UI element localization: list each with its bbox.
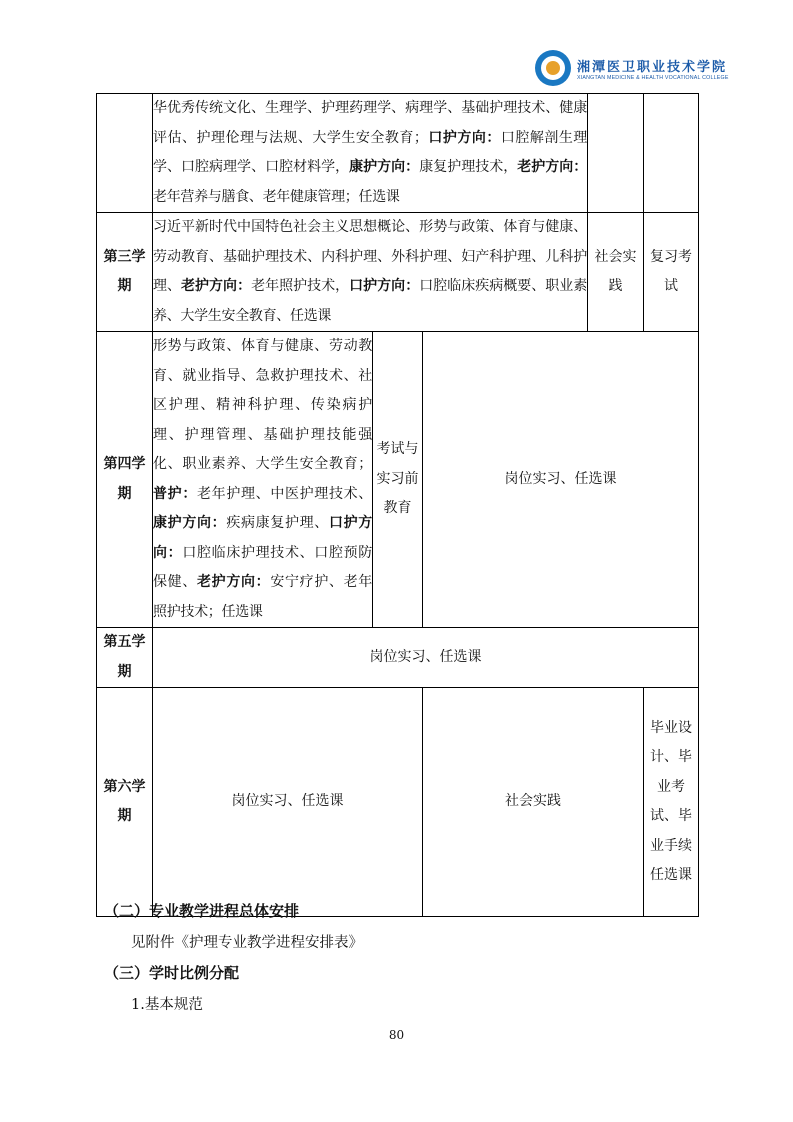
exam-and-pre-internship-cell: 考试与实习前教育 bbox=[373, 332, 423, 628]
page-number: 80 bbox=[388, 1028, 405, 1042]
term-label: 第六学期 bbox=[97, 688, 153, 917]
practice-cell-empty bbox=[588, 94, 644, 213]
table-row-term5 bbox=[97, 628, 699, 688]
table-row-term4 bbox=[97, 332, 699, 628]
exam-cell: 复习考试 bbox=[644, 213, 699, 332]
section-2-body: 见附件《护理专业教学进程安排表》 bbox=[131, 935, 363, 951]
exam-cell-empty bbox=[644, 94, 699, 213]
course-list-cell: 习近平新时代中国特色社会主义思想概论、形势与政策、体育与健康、劳动教育、基础护理技术、内科护理、外科护理、妇产科护理、儿科护理、老护方向：老年照护技术，口护方向：口腔临床疾病概要、职业素养、大学生安全教育、任选课 bbox=[153, 213, 588, 332]
graduation-cell: 毕业设计、毕业考试、毕业手续任选课 bbox=[644, 688, 699, 917]
internship-cell: 岗位实习、任选课 bbox=[153, 628, 699, 688]
internship-cell: 岗位实习、任选课 bbox=[423, 332, 699, 628]
practice-cell: 社会实践 bbox=[588, 213, 644, 332]
term-label: 第三学期 bbox=[97, 213, 153, 332]
term-label: 第五学期 bbox=[97, 628, 153, 688]
section-3-item-1: 1.基本规范 bbox=[131, 997, 203, 1013]
table-row-term6 bbox=[97, 688, 699, 917]
course-list-cell: 形势与政策、体育与健康、劳动教育、就业指导、急救护理技术、社区护理、精神科护理、传染病护理、护理管理、基础护理技能强化、职业素养、大学生安全教育；普护：老年护理、中医护理技术、康护方向：疾病康复护理、口护方向：口腔临床护理技术、口腔预防保健、老护方向：安宁疗护、老年照护技术；任选课 bbox=[153, 332, 373, 628]
teaching-progress-table bbox=[96, 93, 699, 917]
college-logo bbox=[535, 47, 729, 89]
term-label: 第四学期 bbox=[97, 332, 153, 628]
table-row-term3 bbox=[97, 213, 699, 332]
term-cell-empty bbox=[97, 94, 153, 213]
section-heading-3: （三）学时比例分配 bbox=[104, 964, 240, 982]
table-row-continued bbox=[97, 94, 699, 213]
practice-cell: 社会实践 bbox=[423, 688, 644, 917]
logo-english-name: XIANGTAN MEDICINE & HEALTH VOCATIONAL COLLEGE bbox=[577, 74, 729, 81]
internship-cell: 岗位实习、任选课 bbox=[153, 688, 423, 917]
college-seal-icon bbox=[535, 50, 571, 86]
logo-chinese-name: 湘潭医卫职业技术学院 bbox=[577, 59, 728, 75]
course-list-cell: 华优秀传统文化、生理学、护理药理学、病理学、基础护理技术、健康评估、护理伦理与法规、大学生安全教育；口护方向：口腔解剖生理学、口腔病理学、口腔材料学，康护方向：康复护理技术，老护方向：老年营养与膳食、老年健康管理；任选课 bbox=[153, 94, 588, 213]
section-heading-2: （二）专业教学进程总体安排 bbox=[104, 902, 300, 920]
